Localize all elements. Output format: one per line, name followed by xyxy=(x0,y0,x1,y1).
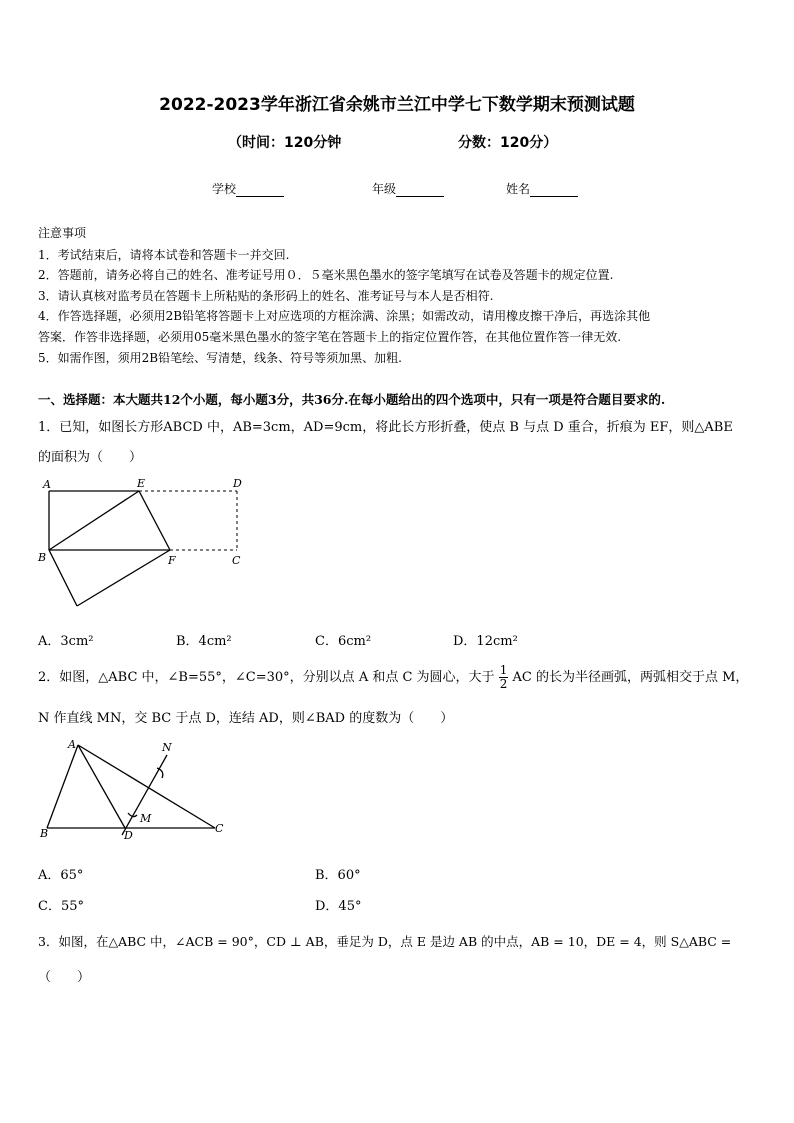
q2-option-a[interactable]: A．65° xyxy=(38,868,84,883)
question-2-text-cont: N 作直线 MN，交 BC 于点 D，连结 AD，则∠BAD 的度数为（ ） xyxy=(38,711,454,726)
point-label-M: M xyxy=(140,812,152,825)
page-title: 2022-2023学年浙江省余姚市兰江中学七下数学期末预测试题 xyxy=(159,95,635,115)
point-label-B: B xyxy=(40,827,49,840)
note-item: 1．考试结束后，请将本试卷和答题卡一并交回. xyxy=(38,248,290,262)
point-label-A: A xyxy=(68,738,76,751)
name-field: 姓名 xyxy=(506,180,578,197)
q1-option-a[interactable]: A．3cm² xyxy=(38,634,94,649)
q1-option-d[interactable]: D．12cm² xyxy=(453,634,518,649)
question-3-text-cont: （ ） xyxy=(38,970,91,985)
note-item: 5．如需作图，须用2B铅笔绘、写清楚，线条、符号等须加黑、加粗. xyxy=(38,351,402,365)
question-3-text: 3．如图，在△ABC 中，∠ACB = 90°，CD ⊥ AB，垂足为 D，点 E 是边 AB 的中点，AB = 10，DE = 4，则 S△ABC = xyxy=(38,934,732,949)
q2-option-c[interactable]: C．55° xyxy=(38,899,84,914)
school-field: 学校 xyxy=(212,180,284,197)
question-1-text: 1．已知，如图长方形ABCD 中，AB=3cm，AD=9cm，将此长方形折叠，使点 B 与点 D 重合，折痕为 EF，则△ABE xyxy=(38,420,733,435)
q2-option-d[interactable]: D．45° xyxy=(315,899,362,914)
point-label-C: C xyxy=(215,822,224,835)
score-label: 分数：120分） xyxy=(458,135,558,151)
q2-figure xyxy=(30,735,240,845)
point-label-C: C xyxy=(232,554,241,567)
q1-option-c[interactable]: C．6cm² xyxy=(315,634,372,649)
q2-option-b[interactable]: B．60° xyxy=(315,868,361,883)
note-item: 4．作答选择题，必须用2B铅笔将答题卡上对应选项的方框涂满、涂黑；如需改动，请用橡皮擦干净后，再选涂其他 xyxy=(38,309,651,323)
point-label-B: B xyxy=(38,551,47,564)
note-item: 3．请认真核对监考员在答题卡上所粘贴的条形码上的姓名、准考证号与本人是否相符. xyxy=(38,289,494,303)
time-label: （时间：120分钟 xyxy=(228,135,342,151)
note-item: 答案．作答非选择题，必须用05毫米黑色墨水的签字笔在答题卡上的指定位置作答，在其他位置作答一律无效. xyxy=(38,330,622,344)
grade-field: 年级 xyxy=(372,180,444,197)
point-label-F: F xyxy=(168,554,176,567)
note-item: 2．答题前，请务必将自己的姓名、准考证号用０．５毫米黑色墨水的签字笔填写在试卷及答题卡的规定位置. xyxy=(38,268,614,282)
notes-heading: 注意事项 xyxy=(38,226,87,240)
point-label-D: D xyxy=(124,829,133,842)
q1-figure xyxy=(30,474,260,614)
point-label-E: E xyxy=(137,477,146,490)
question-1-text-cont: 的面积为（ ） xyxy=(38,450,143,465)
question-2-text: 2．如图，△ABC 中，∠B=55°，∠C=30°，分别以点 A 和点 C 为圆心，大于 $\frac{1}{2}$ AC 的长为半径画弧，两弧相交于点 M， xyxy=(38,663,749,691)
section-heading: 一、选择题：本大题共12个小题，每小题3分，共36分.在每小题给出的四个选项中，只有一项是符合题目要求的. xyxy=(38,392,666,407)
point-label-D: D xyxy=(233,477,242,490)
q1-option-b[interactable]: B．4cm² xyxy=(176,634,232,649)
fraction-one-half: $\frac{1}{2}$ xyxy=(499,663,508,691)
point-label-N: N xyxy=(162,741,172,754)
point-label-A: A xyxy=(43,478,51,491)
